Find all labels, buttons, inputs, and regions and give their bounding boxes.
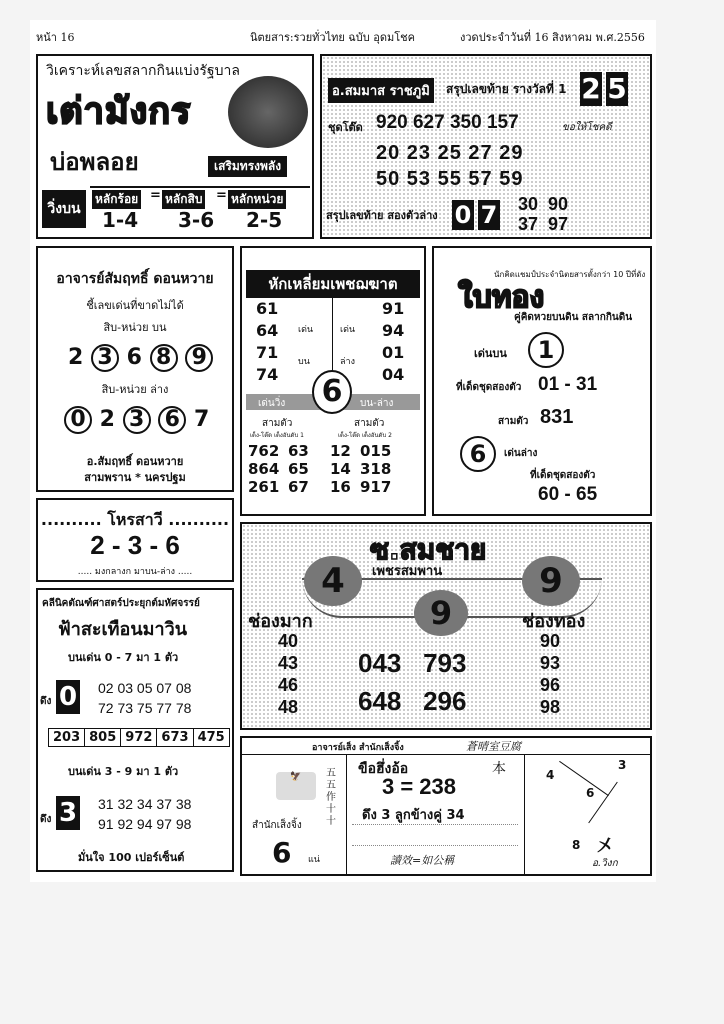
samas-name: อ.สมมาส ราชภูมิ <box>328 78 434 103</box>
somchai-ball-1: 4 <box>304 556 362 606</box>
bottom-digit-1: 0 <box>452 200 474 230</box>
set-numbers: 920 627 350 157 <box>376 112 519 133</box>
seng-box: อาจารย์เส็ง สำนักเส็งจิ้ง 蒼晴室豆腐 🦅 สำนักเส็งจิ้ง 6 แน่ 五五作十十 ขือฮึ่งอ้อ 本 3 = 238 ดึง 3 ลูกข้างคู่ 34 讀效=如公稱 4 3 6 8 㐅 อ.วิงก <box>240 736 652 876</box>
col-hundreds: หลักร้อย <box>92 190 141 209</box>
baithong-box: นักคิดแชมป์ประจำนิตยสารตั้งกว่า 10 ปีที่ดัง ใบทอง คู่คิดหวยบนดิน สลากกินดิน เด่นบน 1 ที่เด็ดชุดสองตัว 01 - 31 สามตัว 831 6 เด่นล่าง ที่เด็ดชุดสองตัว 60 - 65 <box>432 246 652 516</box>
first-digit-1: 2 <box>581 72 601 105</box>
sao-box: .......... โหรสาวี .......... 2 - 3 - 6 ..... มงกลางก มาบน-ล่าง ..... <box>36 498 234 582</box>
set-label: ชุดโต๊ด <box>328 121 363 134</box>
tao-title: วิเคราะห์เลขสลากกินแบ่งรัฐบาล <box>46 63 240 79</box>
phet-table: 762 63 12 015 864 65 14 318 261 67 16 917 <box>248 442 392 496</box>
lottery-page <box>30 20 656 882</box>
somrit-bottom-numbers: 0 2 3 6 7 <box>64 406 209 434</box>
somchai-name: ซ.สมชาย <box>370 533 487 566</box>
sao-numbers: 2 - 3 - 6 <box>90 530 180 560</box>
bottom-row2: 37 97 <box>518 214 569 234</box>
col-tens: หลักสิบ <box>162 190 205 209</box>
fah-table: 203 805 972 673 475 <box>48 728 230 747</box>
samas-row2: 50 53 55 57 59 <box>376 168 524 190</box>
somrit-title: อาจารย์สัมฤทธิ์ ดอนหวาย <box>56 271 214 287</box>
phet-title: หักเหลี่ยมเพชฌฆาต <box>246 270 420 298</box>
somchai-ball-3: 9 <box>522 556 580 606</box>
val-hundreds: 1-4 <box>102 208 139 232</box>
baithong-v4: 6 <box>460 436 496 472</box>
phet-left: 61 64 71 74 <box>256 299 279 384</box>
phet-right: 91 94 01 04 <box>382 299 405 384</box>
tao-sub: บ่อพลอย <box>50 148 139 176</box>
baithong-v1: 1 <box>528 332 564 368</box>
draw-date: งวดประจำวันที่ 16 สิงหาคม พ.ศ.2556 <box>460 31 645 44</box>
bottom-label: สรุปเลขท้าย สองตัวล่าง <box>326 209 438 222</box>
samas-title: สรุปเลขท้าย รางวัลที่ 1 <box>446 82 567 96</box>
somrit-top-numbers: 2 3 6 8 9 <box>68 344 213 372</box>
turtle-image <box>228 76 308 148</box>
seng-symbol: 㐅 <box>596 836 614 857</box>
somchai-ball-2: 9 <box>414 590 468 636</box>
fah-box: คลีนิคตัณฑ์ศาสตร์ประยุกต์มหัศจรรย์ ฟ้าสะเทือนมาวิน บนเด่น 0 - 7 มา 1 ตัว ดึง 0 02 03 05 07 08 72 73 75 77 78 203 805 972 673 475 บนเด่น 3 - 9 มา 1 ตัว ดึง 3 31 32 34 37 38 91 92 94 97 98 มั่นใจ 100 เปอร์เซ็นต์ <box>36 588 234 872</box>
baithong-name: ใบทอง <box>458 280 545 315</box>
fah-digit-2: 3 <box>56 796 80 830</box>
samas-box <box>320 54 652 239</box>
fah-digit-1: 0 <box>56 680 80 714</box>
phet-box: หักเหลี่ยมเพชฌฆาต 61 64 71 74 91 94 01 04 เด่น เด่น บน ล่าง 6 เด่นวิ่ง บน-ล่าง สามตัว สามตัว เด็ง-โต๊ด เด็งอันดับ 1 เด็ง-โต๊ด เด็งอันดับ 2 762 63 12 015 864 65 14 318 261 67 16 917 <box>240 246 426 516</box>
somchai-left: 40 43 46 48 <box>278 631 299 717</box>
samas-row1: 20 23 25 27 29 <box>376 142 524 164</box>
tao-tag: เสริมทรงพลัง <box>208 156 287 177</box>
magazine-title: นิตยสาร:รวยทั่วไทย ฉบับ อุดมโชค <box>250 31 415 44</box>
first-digit-2: 5 <box>607 72 627 105</box>
somrit-box: อาจารย์สัมฤทธิ์ ดอนหวาย ชี้เลขเด่นที่ขาดไม่ได้ สิบ-หน่วย บน 2 3 6 8 9 สิบ-หน่วย ล่าง 0 2 3 6 7 อ.สัมฤทธิ์ ดอนหวาย สามพราน * นครปฐม <box>36 246 234 492</box>
wing-label: วิ่งบน <box>42 190 86 228</box>
tao-name: เต่ามังกร <box>46 90 192 132</box>
eagle-logo: 🦅 <box>276 772 316 800</box>
page-number: หน้า 16 <box>36 31 75 44</box>
seng-number: 6 <box>272 836 292 869</box>
phet-center: 6 <box>312 370 352 414</box>
somchai-right: 90 93 96 98 <box>540 631 561 717</box>
somchai-box: ซ.สมชาย เพชรสมพาน 4 9 9 ช่องมาก ช่องทอง 40 43 46 48 043 793 648 296 90 93 96 98 <box>240 522 652 730</box>
val-tens: 3-6 <box>178 208 215 232</box>
lucky-text: ขอให้โชคดี <box>562 122 612 133</box>
fah-title: ฟ้าสะเทือนมาวิน <box>58 619 188 640</box>
bottom-digit-2: 7 <box>478 200 500 230</box>
seng-eq: 3 = 238 <box>382 774 457 799</box>
somchai-mid: 043 793 648 296 <box>358 648 467 716</box>
col-units: หลักหน่วย <box>228 190 286 209</box>
tao-mangkorn-box: วิเคราะห์เลขสลากกินแบ่งรัฐบาล เต่ามังกร บ่อพลอย เสริมทรงพลัง วิ่งบน หลักร้อย = หลักสิบ = หลักหน่วย 1-4 3-6 2-5 <box>36 54 314 239</box>
val-units: 2-5 <box>246 208 283 232</box>
bottom-row1: 30 90 <box>518 194 569 214</box>
